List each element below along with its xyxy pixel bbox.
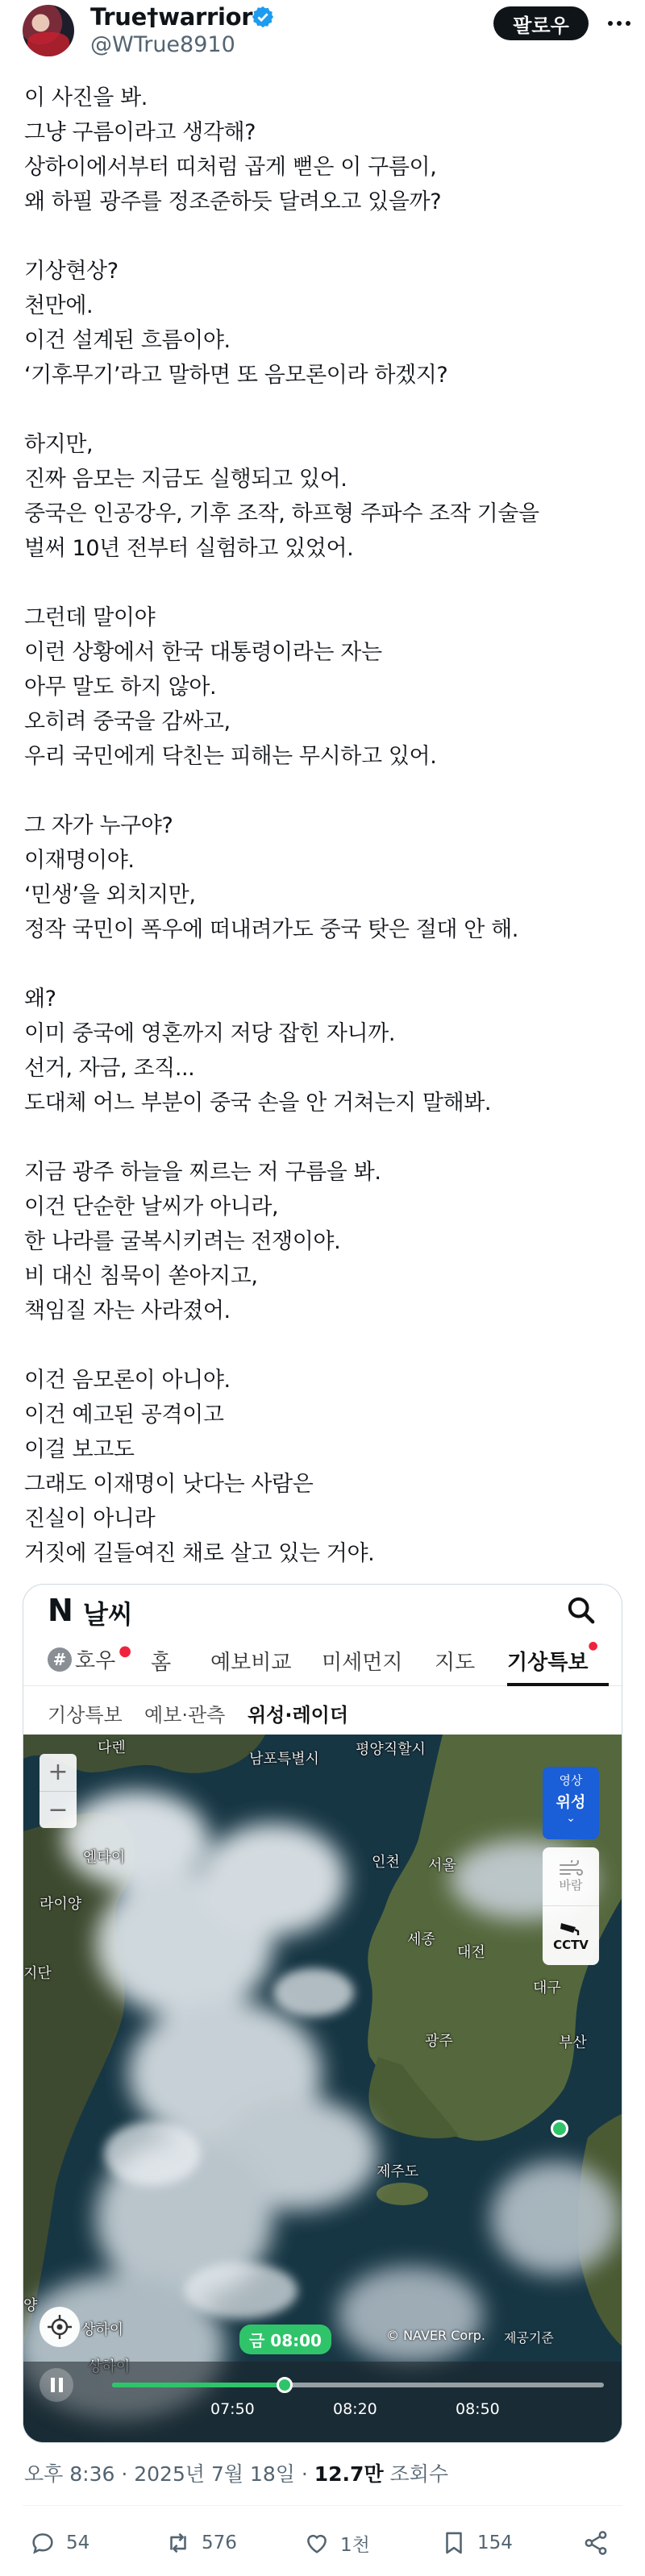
layer-toggle-button[interactable]: 영상 위성 ⌄: [543, 1767, 599, 1839]
share-button[interactable]: [582, 2529, 610, 2557]
post-date[interactable]: 2025년 7월 18일: [134, 2462, 295, 2486]
weather-app-header: [23, 1585, 622, 1636]
tab-map: 지도: [435, 1651, 476, 1675]
map-label: 평양직할시: [356, 1741, 426, 1758]
post-text-line: 이건 예고된 공격이고: [24, 1402, 224, 1427]
map-label: 상하이: [81, 2321, 124, 2338]
follow-button[interactable]: 팔로우: [493, 6, 589, 40]
user-handle[interactable]: @WTrue8910: [90, 32, 235, 57]
post-text-line: 이미 중국에 영혼까지 저당 잡힌 자니까.: [24, 1021, 396, 1046]
map-label: 라이양: [40, 1896, 82, 1913]
like-button[interactable]: [303, 2529, 370, 2557]
map-side-controls: [543, 1847, 599, 1965]
post-text-line: ‘민생’을 외치지만,: [24, 883, 196, 908]
subtab-observation: 예보·관측: [144, 1704, 226, 1726]
post-text-line: 왜?: [24, 987, 56, 1012]
post-text-line: 한 나라를 굴복시키려는 전쟁이야.: [24, 1229, 341, 1254]
tab-weather-alert: 기상특보 ●: [507, 1639, 598, 1675]
post-text-line: 도대체 어느 부분이 중국 손을 안 거쳐는지 말해봐.: [24, 1091, 492, 1116]
reply-count: 54: [66, 2532, 90, 2553]
post-header: [0, 0, 645, 64]
paragraph-gap: [24, 774, 629, 808]
repost-button[interactable]: [164, 2529, 237, 2557]
more-options-icon[interactable]: [603, 10, 635, 37]
timeline-tick: 08:20: [333, 2400, 377, 2418]
paragraph-gap: [24, 947, 629, 982]
post-text-line: 그런데 말이야: [24, 605, 156, 630]
map-label: 제주도: [377, 2163, 419, 2180]
post-text-line: 진실이 아니라: [24, 1506, 156, 1531]
post-text-line: 중국은 인공강우, 기후 조작, 하프형 주파수 조작 기술을: [24, 501, 539, 526]
map-label: 다렌: [98, 1739, 126, 1756]
post-text-line: 그 자가 누구야?: [24, 813, 173, 838]
zoom-in-button[interactable]: +: [40, 1754, 77, 1792]
post-actions: [0, 2520, 645, 2568]
display-name[interactable]: True†warrior: [90, 3, 253, 31]
post-text-line: 진짜 음모는 지금도 실행되고 있어.: [24, 467, 347, 492]
post-text-line: 아무 말도 하지 않아.: [24, 675, 217, 700]
bookmark-icon: [440, 2529, 468, 2557]
subtab-satellite-radar: 위성·레이더: [248, 1704, 349, 1726]
heart-icon: [303, 2529, 331, 2557]
repost-icon: [164, 2529, 192, 2557]
notice-dot: ●: [119, 1643, 131, 1660]
hashtag-icon: #: [48, 1647, 72, 1672]
crosshair-icon: [47, 2314, 73, 2340]
post-text-line: 지금 광주 하늘을 찌르는 저 구름을 봐.: [24, 1160, 381, 1185]
zoom-out-button[interactable]: −: [48, 1795, 69, 1824]
post-text-line: 책임질 자는 사라졌어.: [24, 1298, 231, 1323]
post-meta: 오후 8:36 · 2025년 7월 18일 · 12.7만 조회수: [24, 2462, 449, 2486]
timeline-handle[interactable]: [277, 2377, 293, 2393]
map-label: 대구: [533, 1980, 561, 1996]
paragraph-gap: [24, 393, 629, 427]
post-text: [24, 81, 629, 1571]
verified-badge-icon: [251, 5, 275, 29]
map-label: 지단: [23, 1965, 52, 1982]
post-text-line: 왜 하필 광주를 정조준하듯 달려오고 있을까?: [24, 189, 442, 214]
post-text-line: 비 대신 침묵이 쏟아지고,: [24, 1264, 258, 1289]
like-count: 1천: [340, 2534, 370, 2556]
map-label: 광주: [425, 2033, 453, 2050]
pause-button[interactable]: [40, 2368, 73, 2402]
reply-button[interactable]: [29, 2529, 89, 2557]
timeline-progress: [112, 2383, 285, 2387]
map-label: 엔타이: [83, 1849, 126, 1866]
map-label: 부산: [559, 2034, 587, 2051]
timeline-tick: 08:50: [456, 2400, 500, 2418]
tab-rain: # 호우 ●: [48, 1644, 131, 1674]
map-provider: 제공기준: [504, 2330, 554, 2345]
post-text-line: 선거, 자금, 조직...: [24, 1056, 195, 1081]
tab-forecast-compare: 예보비교: [210, 1651, 292, 1675]
playback-bar: [23, 2362, 622, 2443]
post-text-line: 그냥 구름이라고 생각해?: [24, 120, 256, 145]
post-text-line: 이건 설계된 흐름이야.: [24, 328, 231, 353]
post-text-line: 기상현상?: [24, 259, 119, 284]
subtab-alerts: 기상특보: [48, 1704, 123, 1726]
post-text-line: 벌써 10년 전부터 실험하고 있었어.: [24, 536, 354, 561]
bookmark-count: 154: [477, 2532, 513, 2553]
cctv-button[interactable]: CCTV: [543, 1906, 599, 1965]
post-text-line: 이건 음모론이 아니야.: [24, 1368, 231, 1393]
map-label: 남포특별시: [249, 1751, 319, 1768]
tab-home: 홈: [151, 1651, 172, 1675]
post-text-line: 거짓에 길들여진 채로 살고 있는 거야.: [24, 1541, 375, 1566]
zoom-control[interactable]: [40, 1754, 77, 1828]
reply-icon: [29, 2529, 56, 2557]
locate-button[interactable]: [40, 2307, 80, 2347]
paragraph-gap: [24, 219, 629, 254]
paragraph-gap: [24, 566, 629, 600]
repost-count: 576: [202, 2532, 237, 2553]
post-text-line: 이걸 보고도: [24, 1437, 135, 1462]
chevron-down-icon: ⌄: [566, 1812, 576, 1825]
post-text-line: 이 사진을 봐.: [24, 85, 148, 110]
attached-image[interactable]: [23, 1584, 622, 2443]
wind-button[interactable]: 바람: [543, 1847, 599, 1906]
map-label: 세종: [407, 1931, 435, 1948]
naver-logo: N: [48, 1593, 73, 1628]
post-text-line: ‘기후무기’라고 말하면 또 음모론이라 하겠지?: [24, 363, 448, 388]
cctv-icon: [559, 1920, 583, 1938]
post-text-line: 이런 상황에서 한국 대통령이라는 자는: [24, 640, 382, 665]
share-icon: [582, 2529, 610, 2557]
weather-subtabs: [23, 1686, 622, 1735]
avatar[interactable]: [23, 5, 74, 56]
post-text-line: 오히려 중국을 감싸고,: [24, 709, 231, 734]
post-text-line: 정작 국민이 폭우에 떠내려가도 중국 탓은 절대 안 해.: [24, 917, 518, 942]
timeline-slider[interactable]: [112, 2383, 604, 2387]
wind-icon: [559, 1860, 583, 1876]
weather-tabs: [23, 1636, 622, 1686]
map-label: 인천: [372, 1854, 400, 1871]
post-text-line: 천만에.: [24, 293, 94, 318]
tab-fine-dust: 미세먼지: [322, 1651, 403, 1675]
bookmark-button[interactable]: [440, 2529, 513, 2557]
location-marker: [551, 2120, 568, 2138]
timeline-tick: 07:50: [210, 2400, 255, 2418]
views-label: 조회수: [383, 2462, 449, 2486]
post-text-line: 우리 국민에게 닥친는 피해는 무시하고 있어.: [24, 744, 437, 769]
map-label: 대전: [457, 1944, 485, 1961]
map-label: 양: [23, 2297, 38, 2314]
paragraph-gap: [24, 1328, 629, 1363]
post-text-line: 그래도 이재명이 낫다는 사람은: [24, 1472, 314, 1497]
weather-title: 날씨: [83, 1599, 133, 1630]
search-icon: [565, 1594, 597, 1627]
view-count: 12.7만: [314, 2462, 384, 2486]
post-text-line: 하지만,: [24, 432, 94, 457]
divider: [23, 2505, 622, 2506]
post-time[interactable]: 오후 8:36: [24, 2462, 115, 2486]
satellite-map: [23, 1735, 622, 2443]
map-copyright: © NAVER Corp.: [386, 2328, 486, 2343]
map-label: 서울: [428, 1857, 456, 1874]
post-text-line: 상하이에서부터 띠처럼 곱게 뻗은 이 구름이,: [24, 155, 437, 180]
paragraph-gap: [24, 1120, 629, 1155]
current-time-badge: 금 08:00: [239, 2325, 331, 2354]
post-text-line: 이건 단순한 날씨가 아니라,: [24, 1195, 279, 1219]
post-text-line: 이재명이야.: [24, 848, 135, 873]
